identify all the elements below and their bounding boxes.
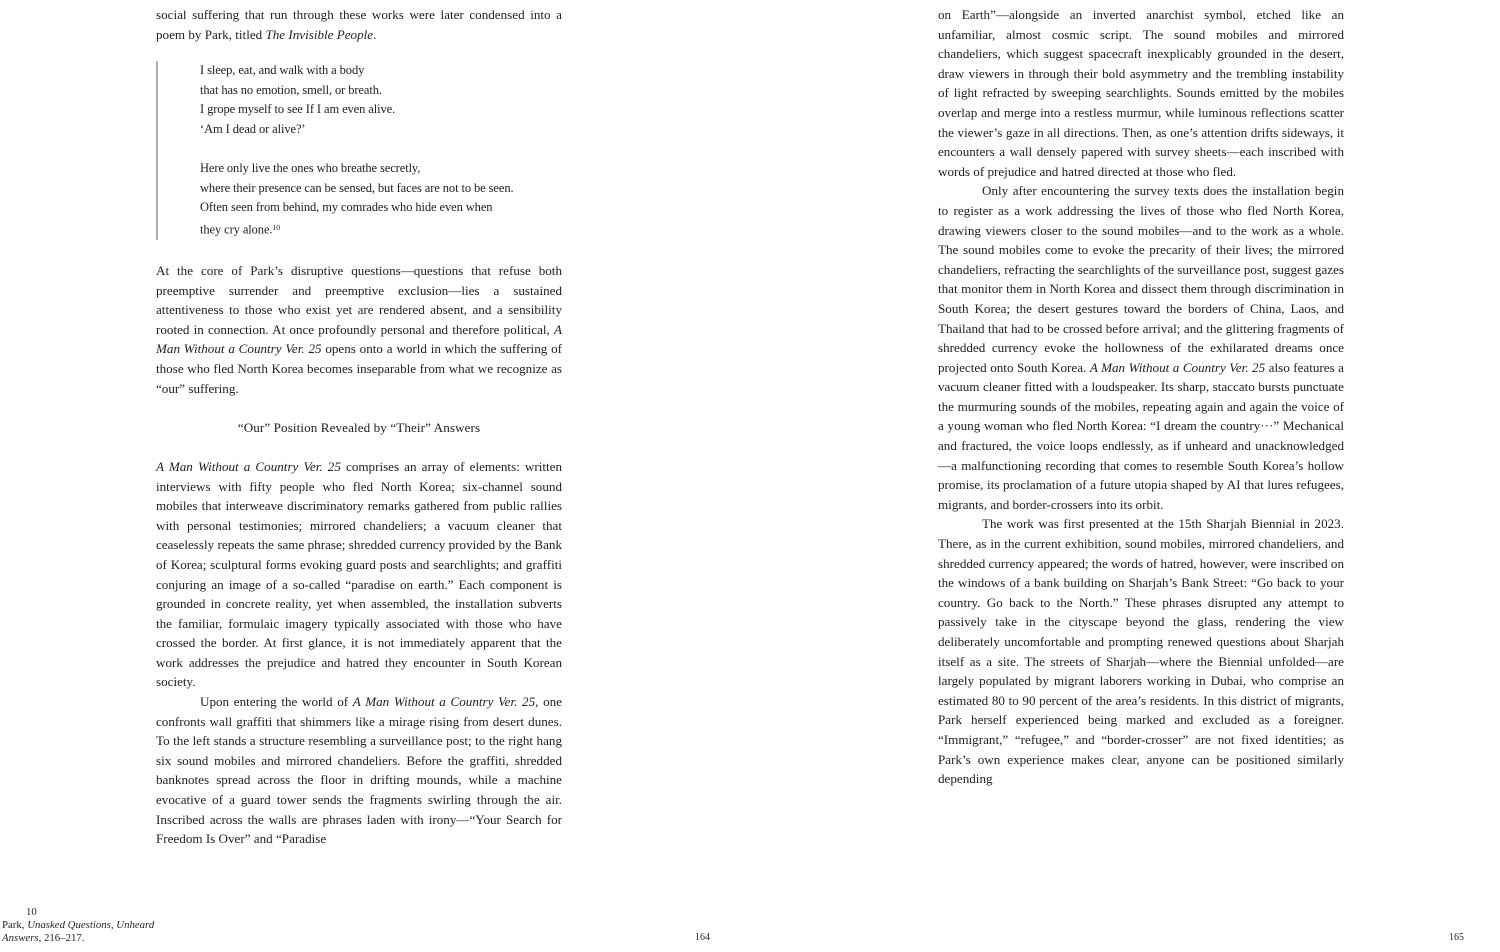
poem-line: ‘Am I dead or alive?’ <box>200 121 306 136</box>
paragraph-core: At the core of Park’s disruptive questions—questions that refuse both preemptive surrender and preemptive exclusion—lies a sustained attentiveness to those who exist yet are rendered absent, and a sensibility rooted in connection. At once profoundly personal and therefore political, A Man Without a Country Ver. 25 opens onto a world in which the suffering of those who fled North Korea becomes inseparable from what we recognize as “our” suffering. <box>156 263 562 396</box>
paragraph-entering: Upon entering the world of A Man Without a Country Ver. 25, one confronts wall graffiti that shimmers like a mirage rising from desert dunes. To the left stands a structure resembling a surveillance post; to the right hang six sound mobiles and mirrored chandeliers. Before the graffiti, shredded banknotes spread across the floor in drifting mounds, while a machine evocative of a guard tower sends the fragments swirling through the air. Inscribed across the walls are phrases laden with irony—“Your Search for Freedom Is Over” and “Paradise <box>156 694 562 847</box>
poem-stanza-2 <box>200 159 562 240</box>
poem-line-with-footnote-ref: they cry alone.$^{10}$ <box>200 222 280 237</box>
poem-line: I sleep, eat, and walk with a body <box>200 63 365 78</box>
left-text-column <box>156 5 562 849</box>
page-number-right: 165 <box>1449 932 1464 943</box>
poem-line: Here only live the ones who breathe secretly, <box>200 161 421 176</box>
footnote <box>2 906 192 945</box>
paragraph-continuation: on Earth”—alongside an inverted anarchist symbol, etched like an unfamiliar, almost cosmic script. The sound mobiles and mirrored chandeliers, which suggest spacecraft inexplicably grounded in the desert, draw viewers in through their bold asymmetry and the trembling instability of light refracted by sweeping searchlights. Sounds emitted by the mobiles overlap and merge into a restless murmur, while luminous reflections scatter the viewer’s gaze in all directions. Then, as one’s attention drifts sideways, it encounters a wall densely papered with survey sheets—each inscribed with words of prejudice and hatred directed at those who fled. <box>938 7 1344 179</box>
poem-line: Often seen from behind, my comrades who hide even when <box>200 200 493 215</box>
poem-blockquote <box>156 61 562 240</box>
paragraph-sharjah: The work was first presented at the 15th Sharjah Biennial in 2023. There, as in the current exhibition, sound mobiles, mirrored chandeliers, and shredded currency appeared; the words of hatred, however, were inscribed on the windows of a bank building on Sharjah’s Bank Street: “Go back to your country. Go back to the North.” These phrases disrupted any attempt to passively take in the cityscape beyond the glass, rendering the view deliberately uncomfortable and prompting renewed questions about Sharjah itself as a site. The streets of Sharjah—where the Biennial unfolded—are largely populated by migrant laborers working in Dubai, who comprise an estimated 80 to 90 percent of the area’s residents. In this district of migrants, Park herself experienced being marked and excluded as a foreigner. “Immigrant,” “refugee,” and “border-crosser” are not fixed identities; as Park’s own experience makes clear, anyone can be positioned similarly depending <box>938 516 1344 787</box>
footnote-text: Park, Unasked Questions, Unheard Answers, 216–217. <box>2 919 155 944</box>
footnote-number: 10 <box>26 906 37 918</box>
poem-line: where their presence can be sensed, but faces are not to be seen. <box>200 180 514 195</box>
paragraph-elements: A Man Without a Country Ver. 25 comprises an array of elements: written interviews with fifty people who fled North Korea; six-channel sound mobiles that interweave discriminatory remarks gathered from public rallies with personal testimonies; mirrored chandeliers; a vacuum cleaner that ceaselessly repeats the same phrase; shredded currency provided by the Bank of Korea; sculptural forms evoking guard posts and searchlights; and graffiti conjuring an image of a so-called “paradise on earth.” Each component is grounded in concrete reality, yet when assembled, the installation subverts the familiar, formulaic imagery typically associated with those who have crossed the border. At first glance, it is not immediately apparent that the work addresses the prejudice and hatred they encounter in South Korean society. <box>156 458 562 690</box>
right-text-column <box>938 5 1344 789</box>
poem-line: that has no emotion, smell, or breath. <box>200 82 382 97</box>
page-number-left: 164 <box>695 932 710 943</box>
poem-line: I grope myself to see If I am even alive. <box>200 102 396 117</box>
paragraph-intro: social suffering that run through these works were later condensed into a poem by Park, titled The Invisible People. <box>156 7 562 42</box>
poem-stanza-1 <box>200 61 562 139</box>
paragraph-survey: Only after encountering the survey texts does the installation begin to register as a work addressing the lives of those who fled North Korea, drawing viewers closer to the sound mobiles—and to the work as a whole. The sound mobiles come to evoke the precarity of their lives; the mirrored chandeliers, refracting the searchlights of the surveillance post, suggest gazes that monitor them in North Korea and dissect them through discrimination in South Korea; the desert gestures toward the borders of China, Laos, and Thailand that had to be crossed before arrival; and the glittering fragments of shredded currency evoke the hollowness of the exhilarated dreams once projected onto South Korea. A Man Without a Country Ver. 25 also features a vacuum cleaner fitted with a loudspeaker. Its sharp, staccato bursts punctuate the murmuring sounds of the mobiles, repeating again and again the voice of a young woman who fled North Korea: “I dream the country···” Mechanical and fractured, the voice loops endlessly, as if unheard and unacknowledged—a malfunctioning recording that comes to resemble South Korea’s hollow promise, its proclamation of a future utopia shaped by AI that lures refugees, migrants, and border-crossers into its orbit. <box>938 183 1344 512</box>
section-heading: “Our” Position Revealed by “Their” Answers <box>237 419 481 435</box>
